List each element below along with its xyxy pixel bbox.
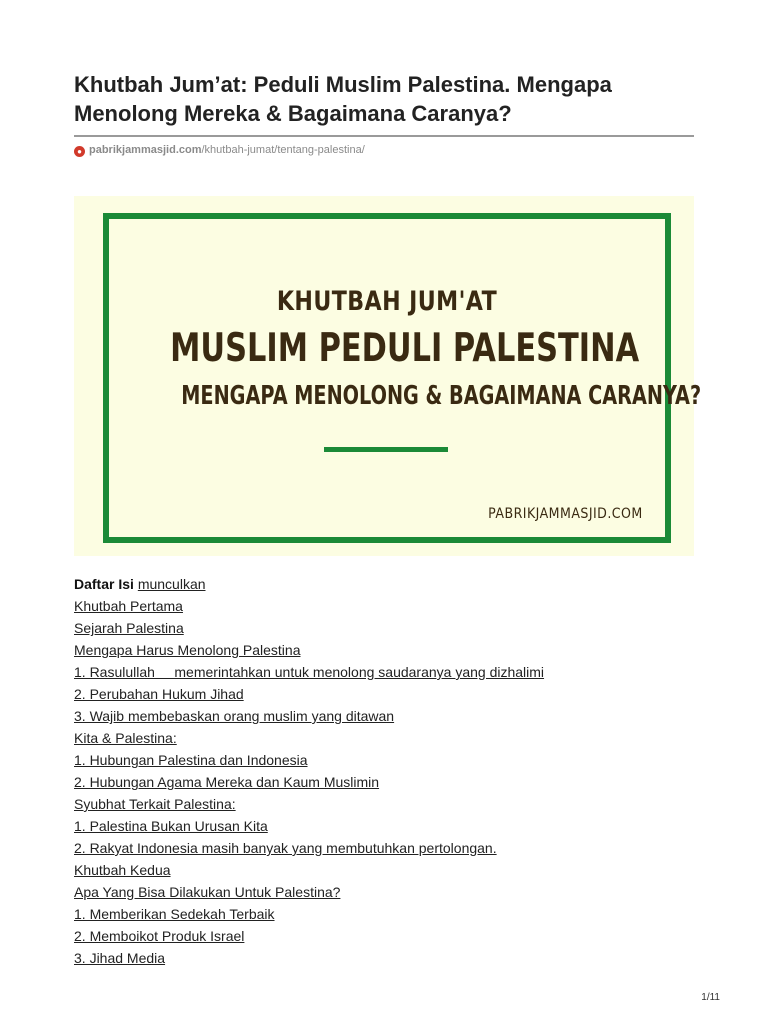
banner-line-2: MUSLIM PEDULI PALESTINA [170,326,640,371]
toc-item-link[interactable]: 3. Jihad Media [74,950,166,966]
page-number: 1/11 [701,992,720,1003]
toc-item [74,617,694,639]
table-of-contents [74,573,694,969]
toc-toggle-link[interactable]: munculkan [137,576,206,592]
toc-item-link[interactable]: Khutbah Kedua [74,862,171,878]
banner-site: PABRIKJAMMASJID.COM [488,506,643,522]
toc-item [74,837,694,859]
toc-item-link[interactable]: Syubhat Terkait Palestina: [74,796,236,812]
toc-item [74,727,694,749]
toc-item-link[interactable]: Mengapa Harus Menolong Palestina [74,642,301,658]
toc-item [74,925,694,947]
toc-item [74,947,694,969]
toc-item [74,815,694,837]
toc-item-link[interactable]: Khutbah Pertama [74,598,183,614]
toc-header [74,573,694,595]
banner-frame [103,213,702,543]
toc-item-link[interactable]: 1. Rasulullah memerintahkan untuk menolong saudaranya yang dizhalimi [74,664,545,680]
toc-item [74,771,694,793]
toc-item [74,705,694,727]
toc-item [74,683,694,705]
toc-item [74,793,694,815]
banner-line-1: KHUTBAH JUM'AT [276,286,498,317]
toc-item [74,595,694,617]
article-title: Khutbah Jum’at: Peduli Muslim Palestina. Mengapa Menolong Mereka & Bagaimana Caranya? [74,72,612,126]
banner-divider [324,447,448,452]
toc-item [74,639,694,661]
location-pin-icon: ● [74,146,85,157]
toc-item-link[interactable]: 1. Memberikan Sedekah Terbaik [74,906,275,922]
toc-item-link[interactable]: 2. Rakyat Indonesia masih banyak yang membutuhkan pertolongan. [74,840,497,856]
banner-line-3: MENGAPA MENOLONG & BAGAIMANA CARANYA? [181,381,702,411]
toc-label: Daftar Isi [74,576,134,592]
toc-item-link[interactable]: 2. Perubahan Hukum Jihad [74,686,244,702]
toc-item-link[interactable]: 1. Palestina Bukan Urusan Kita [74,818,268,834]
toc-item-link[interactable]: Kita & Palestina: [74,730,177,746]
toc-item [74,903,694,925]
banner-image [74,196,702,556]
toc-item-link[interactable]: 2. Memboikot Produk Israel [74,928,245,944]
toc-item-link[interactable]: 3. Wajib membebaskan orang muslim yang ditawan [74,708,395,724]
toc-item-link[interactable]: Apa Yang Bisa Dilakukan Untuk Palestina? [74,884,341,900]
toc-item [74,749,694,771]
toc-item-link[interactable]: 1. Hubungan Palestina dan Indonesia [74,752,308,768]
toc-item [74,661,694,683]
toc-items [74,595,694,969]
toc-item-link[interactable]: 2. Hubungan Agama Mereka dan Kaum Muslimin [74,774,380,790]
toc-item-link[interactable]: Sejarah Palestina [74,620,184,636]
source-path: /khutbah-jumat/tentang-palestina/ [201,144,365,156]
toc-item [74,859,694,881]
toc-item [74,881,694,903]
source-domain: pabrikjammasjid.com [89,144,202,156]
title-divider [74,135,694,137]
source-url[interactable] [74,142,365,158]
